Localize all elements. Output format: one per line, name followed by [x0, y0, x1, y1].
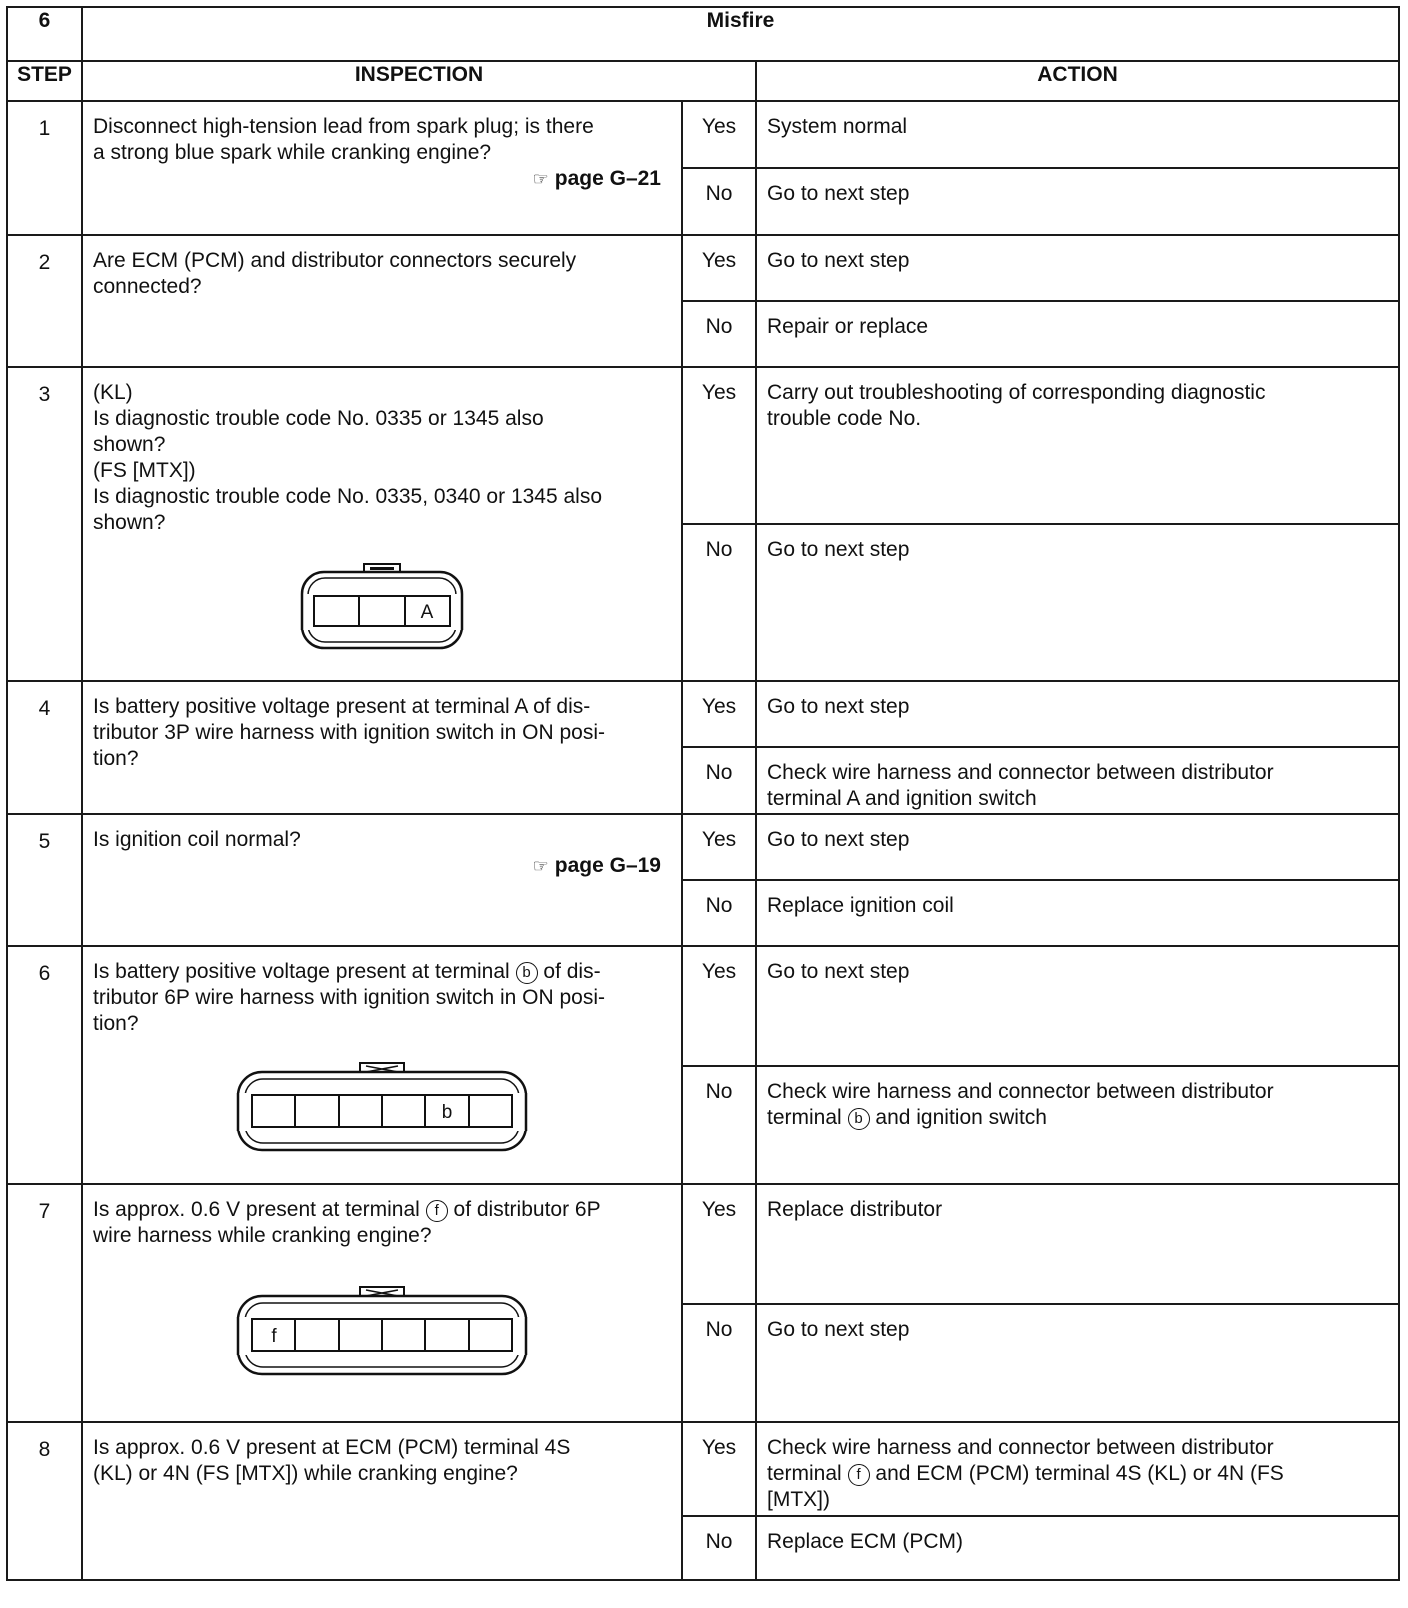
step-inspection: Are ECM (PCM) and distributor connectors securely connected? — [82, 235, 682, 367]
step-number: 2 — [7, 235, 82, 367]
no-label: No — [682, 524, 756, 681]
yes-label: Yes — [682, 367, 756, 524]
terminal-b-label: b — [441, 1102, 453, 1123]
column-header-row — [7, 61, 1399, 101]
terminal-b-marker: b — [848, 1108, 870, 1130]
col-action-header: ACTION — [756, 61, 1399, 101]
yes-action: Check wire harness and connector between distributor terminal f and ECM (PCM) terminal 4S (KL) or 4N (FS [MTX]) — [756, 1422, 1399, 1516]
step-3-yes-row — [7, 367, 1399, 524]
no-label: No — [682, 880, 756, 946]
step-number: 8 — [7, 1422, 82, 1580]
no-label: No — [682, 747, 756, 814]
page-reference: ☞ page G–21 — [532, 167, 661, 190]
yes-label: Yes — [682, 946, 756, 1066]
yes-action: System normal — [756, 101, 1399, 168]
terminal-a-label: A — [420, 602, 434, 623]
yes-label: Yes — [682, 814, 756, 880]
step-inspection: Disconnect high-tension lead from spark plug; is there a strong blue spark while cranking engine? ☞ page G–21 — [82, 101, 682, 235]
yes-action: Go to next step — [756, 946, 1399, 1066]
no-label: No — [682, 168, 756, 235]
step-inspection: Is ignition coil normal? ☞ page G–19 — [82, 814, 682, 946]
step-1-yes-row — [7, 101, 1399, 168]
no-action: Go to next step — [756, 524, 1399, 681]
step-number: 6 — [7, 946, 82, 1184]
pointing-hand-icon: ☞ — [532, 169, 549, 189]
no-label: No — [682, 1516, 756, 1580]
yes-action: Go to next step — [756, 235, 1399, 301]
no-label: No — [682, 301, 756, 367]
connector-6p-diagram — [234, 1059, 530, 1155]
step-inspection: Is battery positive voltage present at terminal A of dis- tributor 3P wire harness with ignition switch in ON posi- tion? — [82, 681, 682, 814]
connector-6p-diagram — [234, 1283, 530, 1379]
no-action: Check wire harness and connector between distributor terminal b and ignition switch — [756, 1066, 1399, 1184]
step-number: 3 — [7, 367, 82, 681]
step-inspection: Is approx. 0.6 V present at ECM (PCM) terminal 4S (KL) or 4N (FS [MTX]) while cranking engine? — [82, 1422, 682, 1580]
no-action: Go to next step — [756, 1304, 1399, 1422]
step-8-yes-row — [7, 1422, 1399, 1516]
yes-action: Carry out troubleshooting of corresponding diagnostic trouble code No. — [756, 367, 1399, 524]
step-2-yes-row — [7, 235, 1399, 301]
no-action: Replace ECM (PCM) — [756, 1516, 1399, 1580]
step-number: 7 — [7, 1184, 82, 1422]
connector-3p-diagram — [296, 558, 468, 654]
terminal-b-marker: b — [516, 962, 538, 984]
col-step-header: STEP — [7, 61, 82, 101]
terminal-f-marker: f — [426, 1200, 448, 1222]
terminal-f-marker: f — [848, 1464, 870, 1486]
yes-action: Replace distributor — [756, 1184, 1399, 1304]
yes-label: Yes — [682, 101, 756, 168]
step-inspection: Is battery positive voltage present at terminal b of dis- tributor 6P wire harness with ignition switch in ON posi- tion? b — [82, 946, 682, 1184]
step-5-yes-row — [7, 814, 1399, 880]
yes-label: Yes — [682, 681, 756, 747]
page-reference: ☞ page G–19 — [532, 854, 661, 877]
pointing-hand-icon: ☞ — [532, 856, 549, 876]
step-6-yes-row — [7, 946, 1399, 1066]
step-7-yes-row — [7, 1184, 1399, 1304]
no-label: No — [682, 1304, 756, 1422]
step-inspection: (KL) Is diagnostic trouble code No. 0335 or 1345 also shown? (FS [MTX]) Is diagnostic trouble code No. 0335, 0340 or 1345 also shown? A — [82, 367, 682, 681]
misfire-troubleshooting-table — [6, 6, 1400, 1581]
col-inspection-header: INSPECTION — [82, 61, 756, 101]
terminal-f-label: f — [271, 1326, 277, 1347]
no-action: Go to next step — [756, 168, 1399, 235]
yes-label: Yes — [682, 1184, 756, 1304]
no-label: No — [682, 1066, 756, 1184]
step-number: 5 — [7, 814, 82, 946]
step-inspection: Is approx. 0.6 V present at terminal f of distributor 6P wire harness while cranking engine? f — [82, 1184, 682, 1422]
step-4-yes-row — [7, 681, 1399, 747]
no-action: Replace ignition coil — [756, 880, 1399, 946]
step-number: 1 — [7, 101, 82, 235]
yes-label: Yes — [682, 235, 756, 301]
no-action: Repair or replace — [756, 301, 1399, 367]
section-title: Misfire — [82, 7, 1399, 61]
no-action: Check wire harness and connector between distributor terminal A and ignition switch — [756, 747, 1399, 814]
yes-action: Go to next step — [756, 814, 1399, 880]
yes-action: Go to next step — [756, 681, 1399, 747]
step-number: 4 — [7, 681, 82, 814]
title-row — [7, 7, 1399, 61]
section-number: 6 — [7, 7, 82, 61]
yes-label: Yes — [682, 1422, 756, 1516]
